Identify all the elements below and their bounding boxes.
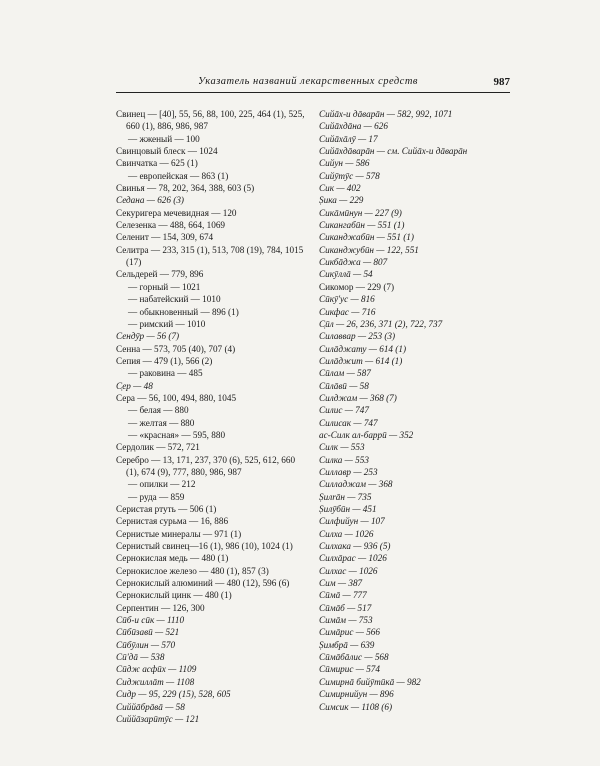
index-entry: — римский — 1010: [128, 318, 206, 329]
index-entry: Сийӯтӯс — 578: [319, 170, 380, 181]
index-entry: Сиканджабӣн — 551 (1): [319, 232, 414, 243]
index-entry: Симирнā бийӯтӣкā — 982: [319, 676, 421, 687]
index-entry: Силка — 553: [319, 454, 369, 465]
index-entry: Симсик — 1108 (6): [319, 701, 393, 712]
index-entry: Сӣбӣзавӣ — 521: [116, 627, 180, 638]
index-column-left: [116, 108, 306, 725]
index-entry: — набатейский — 1010: [128, 294, 221, 305]
index-entry: Ṣика — 229: [319, 195, 364, 206]
index-entry: Свинчатка — 625 (1): [116, 158, 198, 169]
index-entry: Сийāхāлӯ — 17: [319, 133, 378, 144]
index-entry: Селенит — 154, 309, 674: [116, 232, 214, 243]
index-entry: Серистая ртуть — 506 (1): [116, 504, 217, 514]
index-entry: Сӣкӯ'ус — 816: [319, 294, 375, 305]
index-entry: — желтая — 880: [128, 417, 195, 428]
index-entry: Симирнийун — 896: [319, 689, 394, 700]
index-entry: Сӣбӯлин — 570: [116, 639, 176, 650]
index-entry: Сиканджубӣн — 122, 551: [319, 244, 419, 255]
index-entry: Сикӯллā — 54: [319, 269, 373, 280]
index-entry: Серпентин — 126, 300: [116, 602, 205, 613]
header-title: Указатель названий лекарственных средств: [198, 76, 418, 87]
index-entry: Серебро — 13, 171, 237, 370 (6), 525, 612, 660 (1), 674 (9), 777, 880, 986, 987: [116, 454, 296, 477]
index-entry: Сиййāбрāвā — 58: [116, 701, 185, 712]
index-entry: Сернокислое железо — 480 (1), 857 (3): [116, 565, 269, 576]
index-entry: — раковина — 485: [128, 368, 203, 379]
index-entry: Силāджит — 614 (1): [319, 355, 403, 366]
index-entry: Сенна — 573, 705 (40), 707 (4): [116, 343, 236, 354]
index-entry: Силхас — 1026: [319, 565, 378, 576]
index-entry: Сӣб-и сӣк — 1110: [116, 615, 185, 626]
index-entry: Силхāрас — 1026: [319, 553, 387, 564]
index-entry: Селитра — 233, 315 (1), 513, 708 (19), 784, 1015 (17): [116, 244, 304, 268]
index-entry: Сӣлāвӣ — 58: [319, 380, 369, 391]
index-entry: Сернокислый алюминий — 480 (12), 596 (6): [116, 578, 290, 589]
index-entry: Сернокислая медь — 480 (1): [116, 553, 229, 564]
index-entry: Ṣимбрā — 639: [319, 639, 375, 650]
index-entry: Силлавр — 253: [319, 466, 378, 477]
index-entry: Ṣилrāн — 735: [319, 491, 372, 502]
index-entry: Сиджиллāт — 1108: [116, 676, 195, 687]
index-entry: Сийāх-и дāварāн — 582, 992, 1071: [319, 109, 453, 119]
index-entry: Сӣдж асфӣх — 1109: [116, 664, 197, 675]
index-entry: Сӣлам — 587: [319, 368, 371, 379]
index-entry: Селезенка — 488, 664, 1069: [116, 220, 226, 231]
index-entry: Свинья — 78, 202, 364, 388, 603 (5): [116, 183, 255, 194]
index-entry: Сийāхдāварāн — см. Сийāх-и дāварāн: [319, 146, 468, 157]
index-entry: Свинцовый блеск — 1024: [116, 146, 218, 157]
index-entry: Сикомор — 229 (7): [319, 281, 395, 292]
index-entry: ас-Силк ал-баррӣ — 352: [319, 429, 414, 440]
index-entry: Ṣилӯбӣн — 451: [319, 504, 377, 514]
index-entry: Силха — 1026: [319, 528, 374, 539]
index-entry: Сӣмирис — 574: [319, 664, 380, 675]
index-entry: Сӣмāбāлис — 568: [319, 652, 389, 663]
index-entry: Сийāхдāна — 626: [319, 121, 388, 132]
index-entry: Сикангабӣн — 551 (1): [319, 220, 405, 231]
index-entry: Сикфас — 716: [319, 306, 376, 317]
index-entry: Сернистые минералы — 971 (1): [116, 528, 242, 539]
index-entry: Свинец — [40], 55, 56, 88, 100, 225, 464 (1), 525, 660 (1), 886, 986, 987: [116, 109, 305, 132]
index-entry: — жженый — 100: [128, 133, 200, 144]
index-entry: — обыкновенный — 896 (1): [128, 306, 239, 317]
index-entry: Силк — 553: [319, 442, 365, 453]
index-entry: Силхака — 936 (5): [319, 541, 391, 552]
index-entry: Сик — 402: [319, 183, 361, 194]
index-entry: Силāджату — 614 (1): [319, 343, 407, 354]
index-entry: Сӣ'дā — 538: [116, 652, 165, 663]
index-entry: — руда — 859: [128, 491, 185, 502]
index-entry: Силаввар — 253 (3): [319, 331, 396, 342]
index-entry: — белая — 880: [128, 405, 189, 416]
index-entry: Седана — 626 (3): [116, 195, 184, 206]
index-entry: Силис — 747: [319, 405, 369, 416]
index-entry: Сикāмӣнун — 227 (9): [319, 207, 402, 218]
index-entry: Силладжам — 368: [319, 479, 393, 490]
index-entry: Сӣмā — 777: [319, 590, 367, 601]
index-entry: Сим — 387: [319, 578, 363, 589]
index-entry: Сидр — 95, 229 (15), 528, 605: [116, 689, 231, 700]
index-entry: Силисак — 747: [319, 417, 378, 428]
index-entry: Сӣмāб — 517: [319, 602, 372, 613]
index-entry: С̣ӣл — 26, 236, 371 (2), 722, 737: [319, 318, 443, 329]
index-entry: Сиййāзарӣтӯс — 121: [116, 713, 200, 724]
index-entry: Симāрис — 566: [319, 627, 380, 638]
index-entry: — опилки — 212: [128, 479, 196, 490]
index-entry: — «красная» — 595, 880: [128, 429, 226, 440]
running-header: [116, 70, 510, 93]
index-entry: Сикбāджа — 807: [319, 257, 388, 268]
index-entry: Сепия — 479 (1), 566 (2): [116, 355, 213, 366]
index-entry: — горный — 1021: [128, 281, 201, 292]
index-entry: Силфийун — 107: [319, 516, 385, 527]
index-entry: Сендӯр — 56 (7): [116, 331, 180, 342]
index-column-right: [319, 108, 511, 713]
index-entry: Сернистая сурьма — 16, 886: [116, 516, 229, 527]
index-entry: — европейская — 863 (1): [128, 170, 229, 181]
index-entry: Симāм — 753: [319, 615, 373, 626]
index-entry: Сернистый свинец—16 (1), 986 (10), 1024 (1): [116, 541, 293, 552]
index-entry: Сельдерей — 779, 896: [116, 269, 204, 280]
index-entry: Сийун — 586: [319, 158, 370, 169]
index-entry: Сернокислый цинк — 480 (1): [116, 590, 232, 601]
index-entry: Секуригера мечевидная — 120: [116, 207, 237, 218]
index-entry: Сердолик — 572, 721: [116, 442, 200, 453]
index-entry: Сера — 56, 100, 494, 880, 1045: [116, 392, 237, 403]
page-number: 987: [493, 76, 510, 88]
index-entry: Силджам — 368 (7): [319, 392, 397, 403]
index-entry: С̣ер — 48: [116, 380, 153, 391]
